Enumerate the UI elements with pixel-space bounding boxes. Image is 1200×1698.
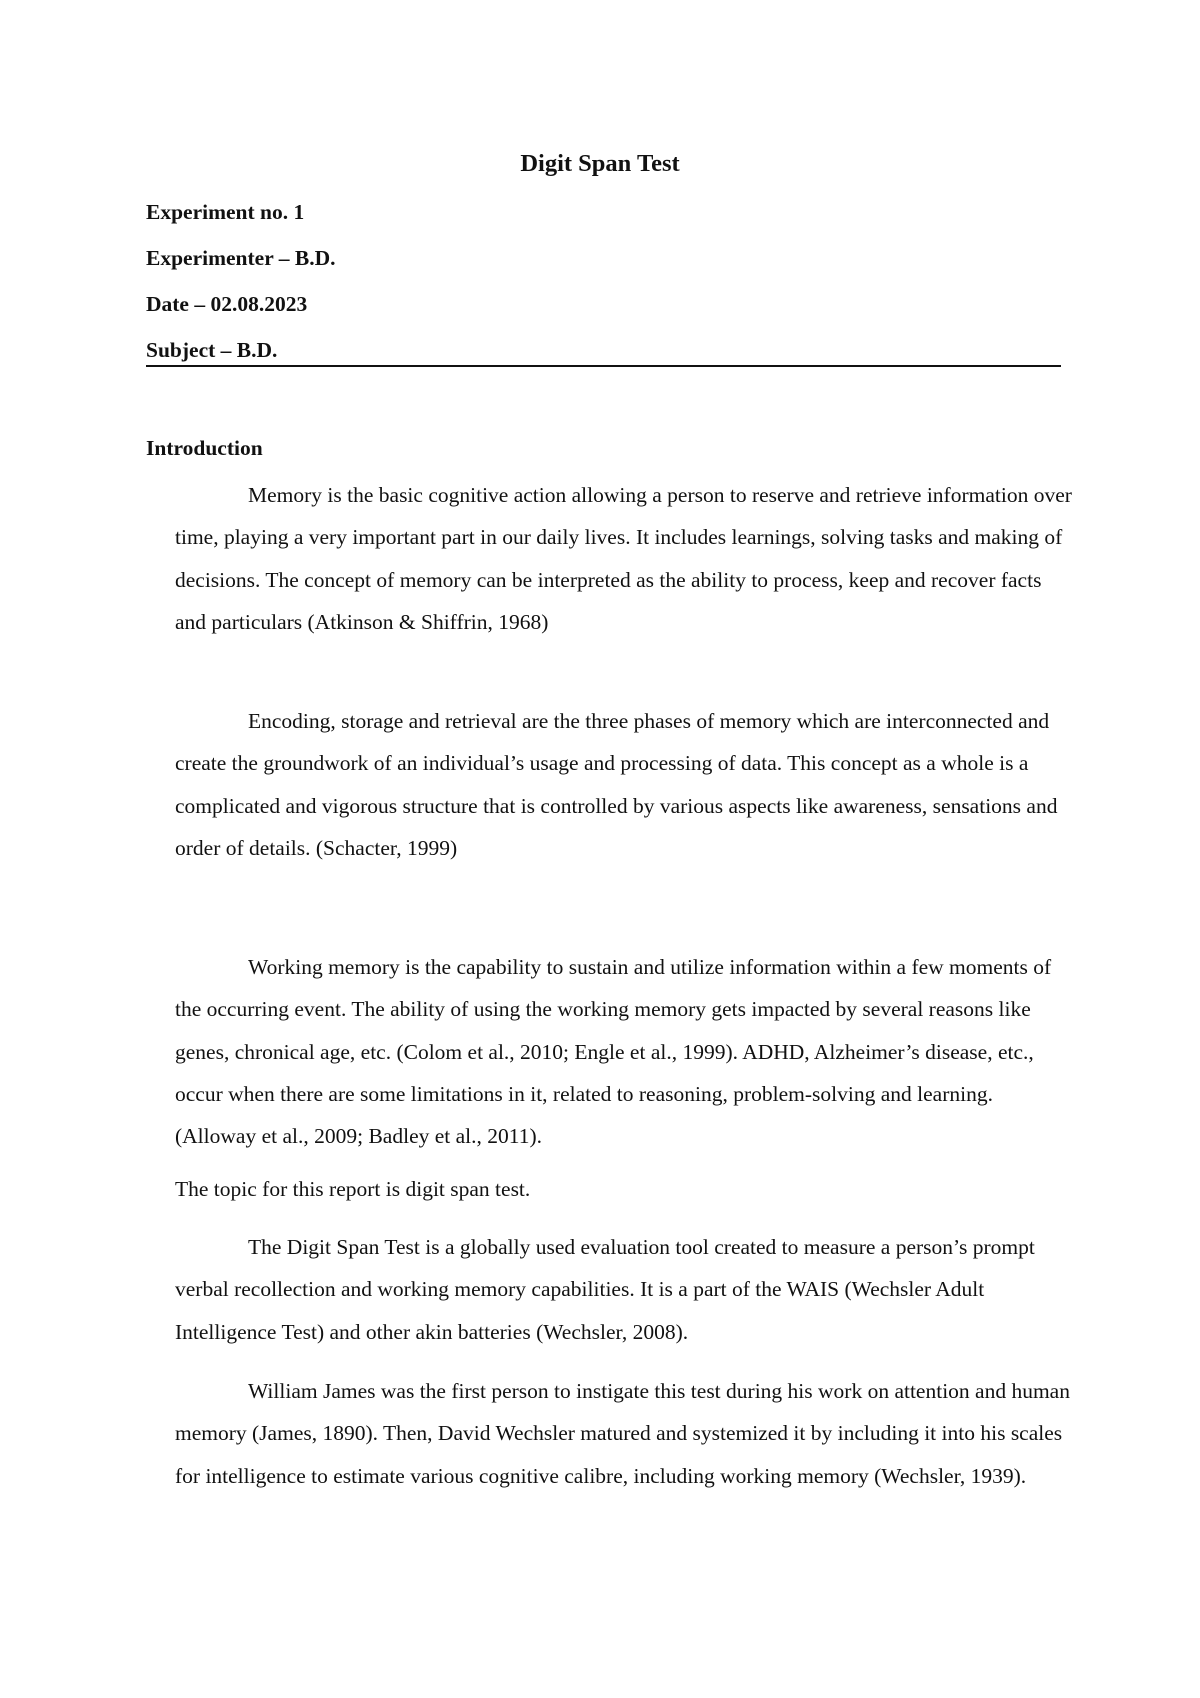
document-title: Digit Span Test <box>520 150 680 177</box>
header-divider <box>146 365 1061 367</box>
paragraph-working-memory: Working memory is the capability to sustain and utilize information within a few moments of the occurring event. The ability of using the working memory gets impacted by several reasons like genes, chronical age, etc. (Colom et al., 2010; Engle et al., 1999). ADHD, Alzheimer’s disease, etc., occur when there are some limitations in it, related to reasoning, problem-solving and learning. (Alloway et al., 2009; Badley et al., 2011). <box>175 955 1052 1149</box>
paragraph-report-topic: The topic for this report is digit span test. <box>175 1177 531 1201</box>
subject-line: Subject – B.D. <box>146 338 278 362</box>
experimenter-line: Experimenter – B.D. <box>146 246 336 270</box>
introduction-heading: Introduction <box>146 436 263 460</box>
paragraph-memory-phases: Encoding, storage and retrieval are the three phases of memory which are interconnected and create the groundwork of an individual’s usage and processing of data. This concept as a whole is a complicated and vigorous structure that is controlled by various aspects like awareness, sensations and order of details. (Schacter, 1999) <box>175 709 1058 860</box>
paragraph-test-history: William James was the first person to instigate this test during his work on attention and human memory (James, 1890). Then, David Wechsler matured and systemized it by including it into his scales for intelligence to estimate various cognitive calibre, including working memory (Wechsler, 1939). <box>175 1379 1070 1488</box>
experiment-number: Experiment no. 1 <box>146 200 305 224</box>
paragraph-memory-definition: Memory is the basic cognitive action allowing a person to reserve and retrieve information over time, playing a very important part in our daily lives. It includes learnings, solving tasks and making of decisions. The concept of memory can be interpreted as the ability to process, keep and recover facts and particulars (Atkinson & Shiffrin, 1968) <box>175 483 1072 634</box>
paragraph-digit-span-definition: The Digit Span Test is a globally used evaluation tool created to measure a person’s prompt verbal recollection and working memory capabilities. It is a part of the WAIS (Wechsler Adult Intelligence Test) and other akin batteries (Wechsler, 2008). <box>175 1235 1035 1344</box>
date-line: Date – 02.08.2023 <box>146 292 308 316</box>
